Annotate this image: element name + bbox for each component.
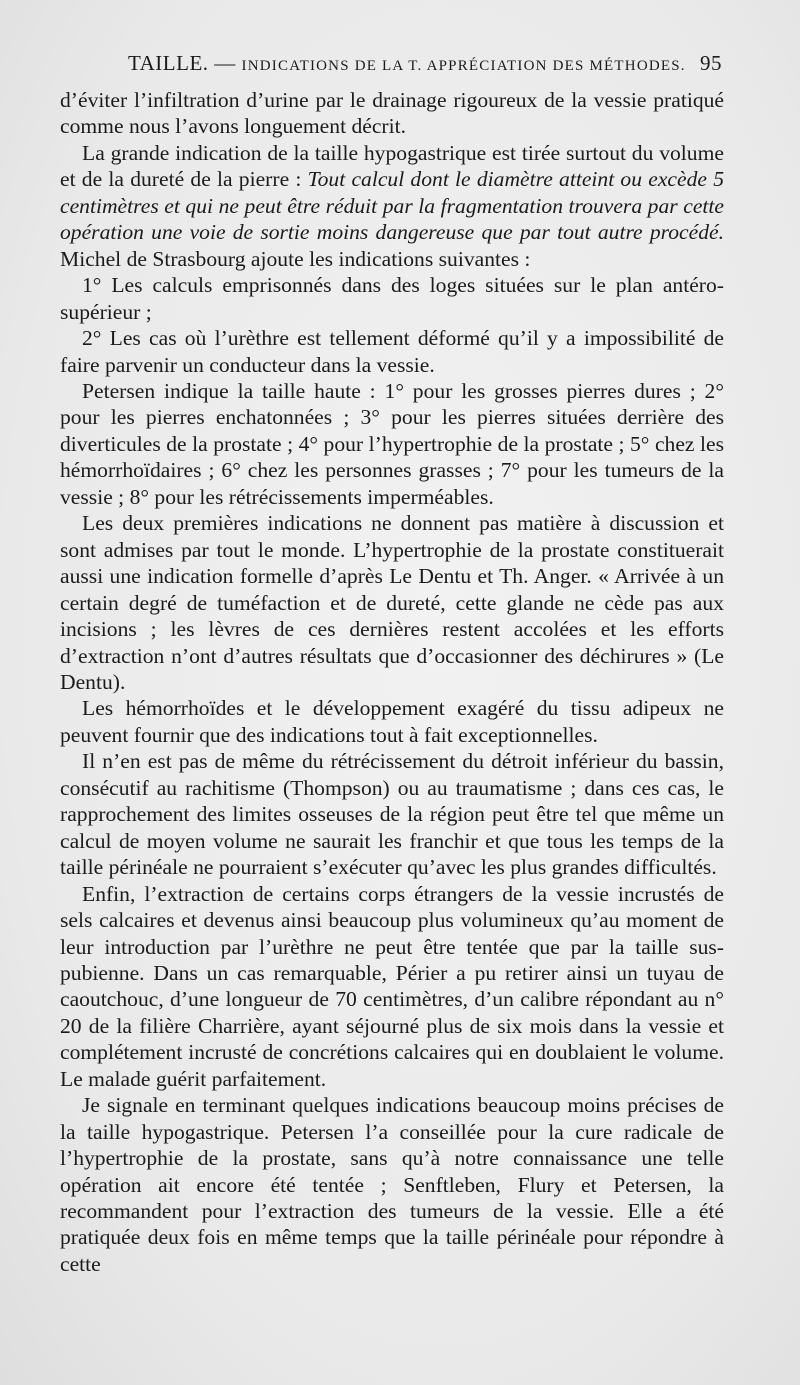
body-text [60, 87, 724, 1277]
paragraph-text: 1° Les calculs emprisonnés dans des loges situées sur le plan antéro-supérieur ; [60, 273, 724, 324]
italic-text: Tout calcul dont le diamètre atteint ou excède 5 centimètres et qui ne peut être réduit par la fragmentation trouvera par cette opération une voie de sortie moins dangereuse que par tout autre procédé. [60, 167, 724, 245]
paragraph [60, 378, 724, 510]
paragraph [60, 881, 724, 1093]
paragraph [60, 1092, 724, 1277]
paragraph-text: d’éviter l’infiltration d’urine par le drainage rigoureux de la vessie pratiqué comme nous l’avons longuement décrit. [60, 88, 724, 139]
paragraph-text: Enfin, l’extraction de certains corps étrangers de la vessie incrustés de sels calcaires et devenus ainsi beaucoup plus volumineux qu’au moment de leur introduction par l’urèthre ne peut être tentée que par la taille sus-pubienne. Dans un cas remarquable, Périer a pu retirer ainsi un tuyau de caoutchouc, d’une longueur de 70 centimètres, d’un calibre répondant au n° 20 de la filière Charrière, ayant séjourné plus de six mois dans la vessie et complétement incrusté de concrétions calcaires qui en doublaient le volume. Le malade guérit parfaitement. [60, 881, 724, 1091]
header-section: TAILLE. [128, 51, 209, 75]
header-subtitle: INDICATIONS DE LA T. APPRÉCIATION DES MÉTHODES. [241, 58, 686, 74]
paragraph [60, 87, 724, 140]
paragraph-text: Michel de Strasbourg ajoute les indications suivantes : [60, 246, 531, 271]
paragraph [60, 695, 724, 748]
running-header [60, 48, 730, 78]
header-dash: — [214, 51, 236, 75]
paragraph [60, 272, 724, 325]
paragraph-text: Les hémorrhoïdes et le développement exagéré du tissu adipeux ne peuvent fournir que des indications tout à fait exceptionnelles. [60, 696, 724, 747]
page-number: 95 [700, 51, 722, 75]
paragraph-text: Les deux premières indications ne donnent pas matière à discussion et sont admises par tout le monde. L’hypertrophie de la prostate constituerait aussi une indication formelle d’après Le Dentu et Th. Anger. « Arrivée à un certain degré de tuméfaction et de dureté, cette glande ne cède pas aux incisions ; les lèvres de ces dernières restent accolées et les efforts d’extraction n’ont d’autres résultats que d’occasionner des déchirures » (Le Dentu). [60, 511, 724, 694]
paragraph-text: La grande indication de la taille hypogastrique est tirée surtout du volume et de la dureté de la pierre : [60, 140, 724, 192]
paragraph [60, 325, 724, 378]
paragraph [60, 140, 724, 272]
running-title [128, 48, 686, 81]
paragraph-text: Il n’en est pas de même du rétrécissement du détroit inférieur du bassin, consécutif au rachitisme (Thompson) ou au traumatisme ; dans ces cas, le rapprochement des limites osseuses de la région peut être tel que même un calcul de moyen volume ne saurait les franchir et que tous les temps de la taille périnéale ne pourraient s’exécuter qu’avec les plus grandes difficultés. [60, 749, 724, 880]
paragraph-text: Je signale en terminant quelques indications beaucoup moins précises de la taille hypogastrique. Petersen l’a conseillée pour la cure radicale de l’hypertrophie de la prostate, sans qu’à notre connaissance une telle opération ait encore été tentée ; Senftleben, Flury et Petersen, la recommandent pour l’extraction des tumeurs de la vessie. Elle a été pratiquée deux fois en même temps que la taille périnéale pour répondre à cette [60, 1093, 724, 1276]
paragraph-text: Petersen indique la taille haute : 1° pour les grosses pierres dures ; 2° pour les pierres enchatonnées ; 3° pour les pierres situées derrière des diverticules de la prostate ; 4° pour l’hypertrophie de la prostate ; 5° chez les hémorrhoïdaires ; 6° chez les personnes grasses ; 7° pour les tumeurs de la vessie ; 8° pour les rétrécissements imperméables. [60, 378, 724, 509]
paragraph-text: 2° Les cas où l’urèthre est tellement déformé qu’il y a impossibilité de faire parvenir un conducteur dans la vessie. [60, 326, 724, 377]
paragraph [60, 748, 724, 880]
paragraph [60, 510, 724, 695]
